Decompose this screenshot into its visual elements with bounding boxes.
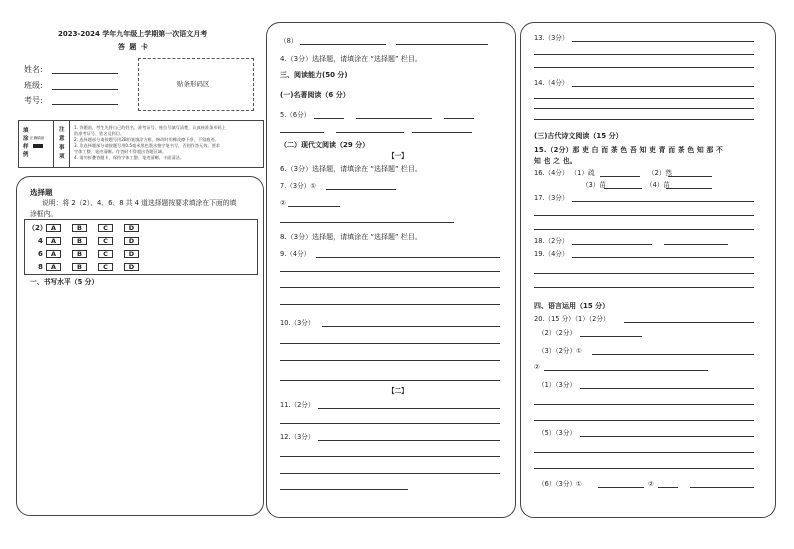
answer-line[interactable] (280, 132, 324, 133)
answer-line[interactable] (534, 119, 754, 120)
fill-example-char-2: 涂 (23, 136, 29, 142)
answer-line[interactable] (572, 244, 652, 245)
q4-label: 4.（3分）选择题，请填涂在 “选择题” 栏目。 (280, 55, 422, 63)
answer-line[interactable] (544, 370, 708, 371)
reading-section-heading: 三、阅读能力(50 分) (280, 71, 348, 79)
choice-row (28, 223, 258, 235)
class-field[interactable] (52, 89, 118, 90)
choice-row (28, 249, 258, 261)
notice-item-4: 4. 请勿折叠答题卡，保持字体工整、笔迹清晰、卡面清洁。 (74, 155, 185, 160)
answer-line[interactable] (314, 118, 344, 119)
notice-item-3b: 字体工整、笔迹清晰。作答时不得超出答题区域。 (74, 149, 167, 154)
q16-part4-label: （4）苗 (646, 181, 670, 189)
part-one-marker: 【一】 (388, 152, 408, 160)
q20-sub6-part2-label: ② (648, 480, 654, 488)
q16-part3-label: （3）苗 (582, 181, 606, 189)
bubble-option-b[interactable]: B (72, 263, 87, 271)
answer-line[interactable] (624, 322, 754, 323)
answer-line[interactable] (534, 468, 754, 469)
notice-char-2: 意 (59, 136, 65, 142)
bubble-option-a[interactable]: A (46, 224, 61, 232)
q17-label: 17.（3分） (534, 194, 569, 202)
answer-line[interactable] (280, 423, 500, 424)
bubble-option-a[interactable]: A (46, 237, 61, 245)
notice-char-3: 事 (59, 145, 65, 151)
answer-line[interactable] (534, 98, 754, 99)
choice-instruction: 说明：将 2（2）、4、6、8 共 4 道选择题按要求填涂在下面的填 (42, 199, 237, 207)
bubble-option-c[interactable]: C (98, 224, 113, 232)
answer-line[interactable] (280, 473, 500, 474)
choice-title: 选择题 (30, 188, 53, 197)
q1-8-label: （8） (280, 37, 298, 45)
notice-item-1: 1. 答题前，考生先将自己的姓名、准考证号、座位号填写清楚，认真核准条形码上 (74, 125, 226, 130)
q20-sub2-label: （2）（2分） (538, 329, 577, 337)
notice-char-4: 项 (59, 154, 65, 160)
q12-label: 12.（3分） (280, 433, 315, 441)
q11-label: 11.（2分） (280, 401, 315, 409)
answer-line[interactable] (580, 336, 642, 337)
answer-line[interactable] (288, 206, 340, 207)
bubble-option-d[interactable]: D (124, 224, 139, 232)
q20-sub5-label: （5）（3分） (538, 429, 577, 437)
answer-line[interactable] (280, 287, 500, 288)
exam-number-field[interactable] (52, 104, 118, 105)
bubble-option-b[interactable]: B (72, 237, 87, 245)
q20-sub4-label: （1）（3分） (538, 381, 577, 389)
q20-sub6-label: （6）（3分）① (538, 480, 582, 488)
bubble-option-c[interactable]: C (98, 250, 113, 258)
q8-label: 8.（3分）选择题，请填涂在 “选择题” 栏目。 (280, 233, 422, 241)
answer-line[interactable] (572, 86, 754, 87)
bubble-option-b[interactable]: B (72, 250, 87, 258)
class-label: 班级: (24, 81, 43, 90)
answer-line[interactable] (592, 354, 754, 355)
answer-line[interactable] (534, 287, 754, 288)
answer-line[interactable] (666, 188, 712, 189)
choice-row (28, 236, 258, 248)
fill-example-char-1: 填 (23, 128, 29, 134)
bubble-option-b[interactable]: B (72, 224, 87, 232)
classics-reading-heading: (一)名著阅读（6 分） (280, 91, 350, 99)
bubble-option-a[interactable]: A (46, 263, 61, 271)
barcode-area (138, 58, 254, 111)
fill-example-cell (18, 120, 54, 168)
bubble-option-d[interactable]: D (124, 263, 139, 271)
q6-label: 6.（3分）选择题，请填涂在 “选择题” 栏目。 (280, 165, 422, 173)
answer-line[interactable] (280, 489, 408, 490)
choice-row-number: 6 (38, 250, 43, 258)
notice-char-1: 注 (59, 127, 65, 133)
answer-line[interactable] (322, 326, 500, 327)
bubble-option-c[interactable]: C (98, 237, 113, 245)
answer-line[interactable] (580, 436, 754, 437)
answer-line[interactable] (534, 54, 754, 55)
bubble-option-c[interactable]: C (98, 263, 113, 271)
answer-line[interactable] (326, 189, 396, 190)
fill-example-char-4: 例 (23, 152, 29, 158)
answer-card-subtitle: 答 题 卡 (118, 43, 149, 51)
notice-item-2: 2. 选择题部分请按题号用2B铅笔填涂方框，修改时用橡皮擦干净，不留痕迹。 (74, 137, 219, 142)
q15-label: 15.（2分）那 吏 白 而 茶 色 吾 知 吏 青 而 茶 色 知 那 不 (534, 146, 724, 154)
q13-label: 13.（3分） (534, 34, 569, 42)
answer-line[interactable] (396, 44, 488, 45)
answer-line[interactable] (280, 380, 500, 381)
answer-line[interactable] (690, 487, 754, 488)
answer-line[interactable] (412, 132, 472, 133)
q20-label: 20.（15 分）（1）（2分） (534, 315, 610, 323)
modern-reading-heading: （二）现代文阅读（29 分） (280, 141, 370, 149)
answer-line[interactable] (534, 273, 754, 274)
fill-example-char-3: 样 (23, 144, 29, 150)
exam-number-label: 考号: (24, 96, 43, 105)
answer-line[interactable] (534, 229, 754, 230)
q15-continued: 知 也 之 也。 (534, 157, 577, 165)
q9-label: 9.（4分） (280, 250, 311, 258)
bubble-option-a[interactable]: A (46, 250, 61, 258)
answer-line[interactable] (444, 118, 474, 119)
answer-line[interactable] (658, 487, 678, 488)
answer-line[interactable] (534, 452, 754, 453)
name-field[interactable] (52, 73, 118, 74)
answer-line[interactable] (534, 404, 754, 405)
q5-label: 5.（6分） (280, 111, 311, 119)
choice-row (28, 262, 258, 274)
answer-line[interactable] (280, 360, 500, 361)
answer-line[interactable] (572, 257, 754, 258)
answer-line[interactable] (280, 222, 454, 223)
answer-line[interactable] (316, 257, 500, 258)
answer-line[interactable] (534, 420, 754, 421)
answer-line[interactable] (318, 408, 500, 409)
filled-bubble-sample (33, 144, 43, 148)
answer-line[interactable] (318, 440, 500, 441)
answer-line[interactable] (580, 388, 754, 389)
q16-part2-label: （2）然 (648, 169, 672, 177)
answer-line[interactable] (356, 118, 432, 119)
notice-label-cell (54, 120, 70, 168)
choice-row-number: 4 (38, 237, 43, 245)
choice-instruction-cont: 涂框内。 (30, 210, 58, 218)
classical-poetry-heading: (三)古代诗文阅读（15 分） (534, 132, 623, 140)
answer-line[interactable] (534, 108, 754, 109)
answer-line[interactable] (280, 343, 500, 344)
language-use-heading: 四、语言运用（15 分） (534, 302, 610, 310)
answer-line[interactable] (280, 304, 500, 305)
choice-row-number: 8 (38, 263, 43, 271)
bubble-option-d[interactable]: D (124, 237, 139, 245)
q16-label: 16.（4分） （1）疏 (534, 169, 595, 177)
answer-line[interactable] (280, 456, 500, 457)
bubble-option-d[interactable]: D (124, 250, 139, 258)
answer-line[interactable] (534, 215, 754, 216)
q20-sub3-part2-label: ② (534, 363, 540, 371)
notice-item-1b: 的准考证号、姓名及科目。 (74, 131, 125, 136)
q7-label: 7.（3分）① (280, 182, 317, 190)
notice-item-3: 3. 非选择题部分请按题号用0.5毫米黑色墨水签字笔书写，否则作答无效。要求 (74, 143, 220, 148)
answer-line[interactable] (534, 67, 754, 68)
fill-example-correct-label: 正确填涂 (30, 136, 45, 140)
part-two-marker: 【二】 (388, 387, 408, 395)
q19-label: 19.（4分） (534, 250, 569, 258)
right-answer-panel (520, 22, 776, 518)
q10-label: 10.（3分） (280, 319, 315, 327)
q18-label: 18.（2分） (534, 237, 569, 245)
answer-line[interactable] (336, 132, 404, 133)
answer-line[interactable] (600, 176, 640, 177)
q7-part2-label: ② (280, 199, 286, 207)
answer-line[interactable] (572, 201, 754, 202)
q14-label: 14.（4分） (534, 79, 569, 87)
q20-sub3-label: （3）（2分）① (538, 347, 582, 355)
answer-line[interactable] (664, 244, 728, 245)
answer-line[interactable] (598, 487, 644, 488)
answer-line[interactable] (668, 176, 712, 177)
answer-line[interactable] (280, 271, 500, 272)
choice-row-number: （2） (28, 224, 47, 232)
writing-section-heading: 一、书写水平（5 分） (30, 278, 99, 286)
answer-line[interactable] (572, 41, 754, 42)
name-label: 姓名: (24, 65, 43, 74)
answer-line[interactable] (604, 188, 642, 189)
exam-title: 2023-2024 学年九年级上学期第一次语文月考 (58, 30, 208, 38)
answer-line[interactable] (300, 44, 386, 45)
barcode-label: 贴条形码区 (177, 80, 210, 88)
